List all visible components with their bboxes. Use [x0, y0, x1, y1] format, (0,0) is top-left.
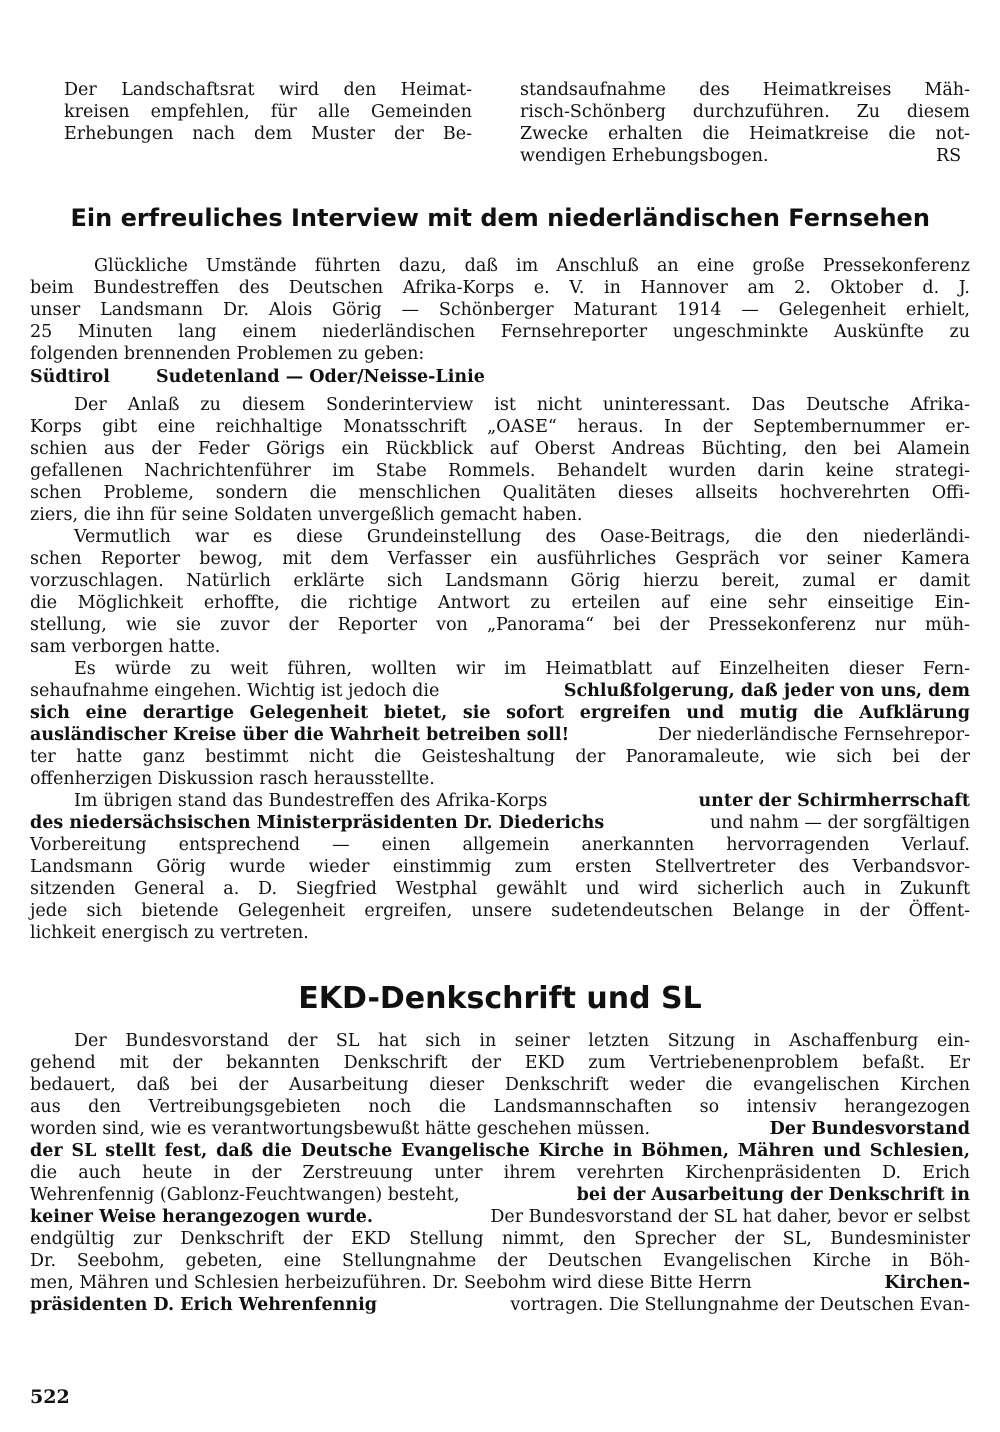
body-line: Vorbereitung entsprechend — einen allgemein anerkannten hervorragenden Verlauf.: [30, 835, 970, 855]
body-text: men, Mähren und Schlesien herbeizuführen. Dr. Seebohm wird diese Bitte Herrn: [30, 1273, 758, 1293]
emphasis-line: sich eine derartige Gelegenheit bietet, sie sofort ergreifen und mutig die Aufklärung: [30, 703, 970, 723]
body-line: aus den Vertreibungsgebieten noch die Landsmannschaften so intensiv herangezogen: [30, 1097, 970, 1117]
emphasis-text: ausländischer Kreise über die Wahrheit betreiben soll!: [30, 725, 570, 745]
body-line: 25 Minuten lang einem niederländischen Fernsehreporter ungeschminkte Auskünfte zu: [30, 322, 970, 342]
body-line: bedauert, daß bei der Ausarbeitung dieser Denkschrift weder die evangelischen Kirchen: [30, 1075, 970, 1095]
body-line: unser Landsmann Dr. Alois Görig — Schönberger Maturant 1914 — Gelegenheit erhielt,: [30, 300, 970, 320]
body-line: endgültig zur Denkschrift der EKD Stellung nimmt, den Sprecher der SL, Bundesminister: [30, 1229, 970, 1249]
body-line: Der Bundesvorstand der SL hat sich in seiner letzten Sitzung in Aschaffenburg ein-: [74, 1031, 970, 1051]
body-line: Landsmann Görig wurde wieder einstimmig zum ersten Stellvertreter des Verbandsvor-: [30, 857, 970, 877]
body-text: Wehrenfennig (Gablonz-Feuchtwangen) besteht,: [30, 1185, 466, 1205]
body-line: schen Reporter bewog, mit dem Verfasser ein ausführliches Gespräch vor seiner Kamera: [30, 549, 970, 569]
body-line-mixed: [30, 1294, 970, 1316]
emphasis-text: des niedersächsischen Ministerpräsidenten Dr. Diederichs: [30, 813, 605, 833]
body-line: Dr. Seebohm, gebeten, eine Stellungnahme der Deutschen Evangelischen Kirche in Böh-: [30, 1251, 970, 1271]
body-line-mixed: [30, 724, 970, 746]
body-text: und nahm — der sorgfältigen: [704, 813, 970, 833]
body-text: sehaufnahme eingehen. Wichtig ist jedoch die: [30, 681, 445, 701]
body-line-mixed: [30, 1272, 970, 1294]
body-line: beim Bundestreffen des Deutschen Afrika-Korps e. V. in Hannover am 2. Oktober d. J.: [30, 278, 970, 298]
body-text: Der niederländische Fernsehrepor-: [652, 725, 970, 745]
body-line: Der Anlaß zu diesem Sonderinterview ist nicht uninteressant. Das Deutsche Afrika-: [74, 395, 970, 415]
body-text: Der Bundesvorstand der SL hat daher, bevor er selbst: [484, 1207, 970, 1227]
topic-sudetenland: Sudetenland — Oder/Neisse-Linie: [156, 367, 485, 387]
body-line: stellung, wie sie zuvor der Reporter von „Panorama“ bei der Pressekonferenz nur müh-: [30, 615, 970, 635]
body-line: sitzenden General a. D. Siegfried Westphal gewählt und wird sicherlich auch in Zukunft: [30, 879, 970, 899]
body-line: gehend mit der bekannten Denkschrift der EKD zum Vertriebenenproblem befaßt. Er: [30, 1053, 970, 1073]
emphasis-text: Der Bundesvorstand: [769, 1119, 970, 1139]
intro-right-line: standsaufnahme des Heimatkreises Mäh-: [520, 80, 970, 100]
body-line: Glückliche Umstände führten dazu, daß im Anschluß an eine große Pressekonferenz: [94, 256, 970, 276]
body-line: jede sich bietende Gelegenheit ergreifen, unsere sudetendeutschen Belange in der Öffent-: [30, 901, 970, 921]
body-line: ziers, die ihn für seine Soldaten unvergeßlich gemacht haben.: [30, 505, 583, 525]
body-line-mixed: [30, 1206, 970, 1228]
intro-right-line: Zwecke erhalten die Heimatkreise die not-: [520, 124, 970, 144]
intro-right-line: wendigen Erhebungsbogen.: [520, 146, 769, 166]
body-line: schien aus der Feder Görigs ein Rückblick auf Oberst Andreas Büchting, den bei Alamein: [30, 439, 970, 459]
section-title: EKD-Denkschrift und SL: [298, 981, 702, 1016]
intro-left-line: Erhebungen nach dem Muster der Be-: [64, 124, 472, 144]
body-line-mixed: [30, 812, 970, 834]
body-line: die Möglichkeit erhoffte, die richtige Antwort zu erteilen auf eine sehr einseitige Ein-: [30, 593, 970, 613]
body-line-mixed: [74, 790, 970, 812]
body-line-mixed: [30, 680, 970, 702]
emphasis-text: präsidenten D. Erich Wehrenfennig: [30, 1295, 377, 1315]
emphasis-line: der SL stellt fest, daß die Deutsche Evangelische Kirche in Böhmen, Mähren und Schlesien,: [30, 1141, 970, 1161]
body-line: vorzuschlagen. Natürlich erklärte sich Landsmann Görig hierzu bereit, zumal er damit: [30, 571, 970, 591]
body-line: sam verborgen hatte.: [30, 637, 221, 657]
body-line: lichkeit energisch zu vertreten.: [30, 923, 309, 943]
intro-left-line: kreisen empfehlen, für alle Gemeinden: [64, 102, 472, 122]
body-line: schen Probleme, sondern die menschlichen Qualitäten dieses allseits hochverehrten Offi-: [30, 483, 970, 503]
topic-suedtirol: Südtirol: [30, 367, 110, 387]
body-line: folgenden brennenden Problemen zu geben:: [30, 344, 425, 364]
body-line: ter hatte ganz bestimmt nicht die Geisteshaltung der Panoramaleute, wie sich bei der: [30, 747, 970, 767]
body-line: Es würde zu weit führen, wollten wir im Heimatblatt auf Einzelheiten dieser Fern-: [74, 659, 970, 679]
article-title: Ein erfreuliches Interview mit dem niederländischen Fernsehen: [70, 204, 930, 232]
body-text: worden sind, wie es verantwortungsbewußt hätte geschehen müssen.: [30, 1119, 656, 1139]
body-line: Vermutlich war es diese Grundeinstellung des Oase-Beitrags, die den niederländi-: [74, 527, 970, 547]
body-line: offenherzigen Diskussion rasch herausstellte.: [30, 769, 435, 789]
emphasis-text: bei der Ausarbeitung der Denkschrift in: [576, 1185, 970, 1205]
body-text: vortragen. Die Stellungnahme der Deutschen Evan-: [504, 1295, 970, 1315]
intro-left-line: Der Landschaftsrat wird den Heimat-: [64, 80, 472, 100]
emphasis-text: keiner Weise herangezogen wurde.: [30, 1207, 373, 1227]
emphasis-text: unter der Schirmherrschaft: [698, 791, 970, 811]
emphasis-text: Schlußfolgerung, daß jeder von uns, dem: [563, 681, 970, 701]
body-line-mixed: [30, 1118, 970, 1140]
body-line: Korps gibt eine reichhaltige Monatsschrift „OASE“ heraus. In der Septembernummer er-: [30, 417, 970, 437]
body-line: die auch heute in der Zerstreuung unter ihrem verehrten Kirchenpräsidenten D. Erich: [30, 1163, 970, 1183]
body-text: Im übrigen stand das Bundestreffen des Afrika-Korps: [74, 791, 553, 811]
body-line-mixed: [30, 1184, 970, 1206]
page-number: 522: [30, 1386, 70, 1408]
signature: RS: [936, 146, 962, 166]
body-line: gefallenen Nachrichtenführer im Stabe Rommels. Behandelt wurden darin keine strategi-: [30, 461, 970, 481]
emphasis-text: Kirchen-: [884, 1273, 970, 1293]
intro-right-line: risch-Schönberg durchzuführen. Zu diesem: [520, 102, 970, 122]
